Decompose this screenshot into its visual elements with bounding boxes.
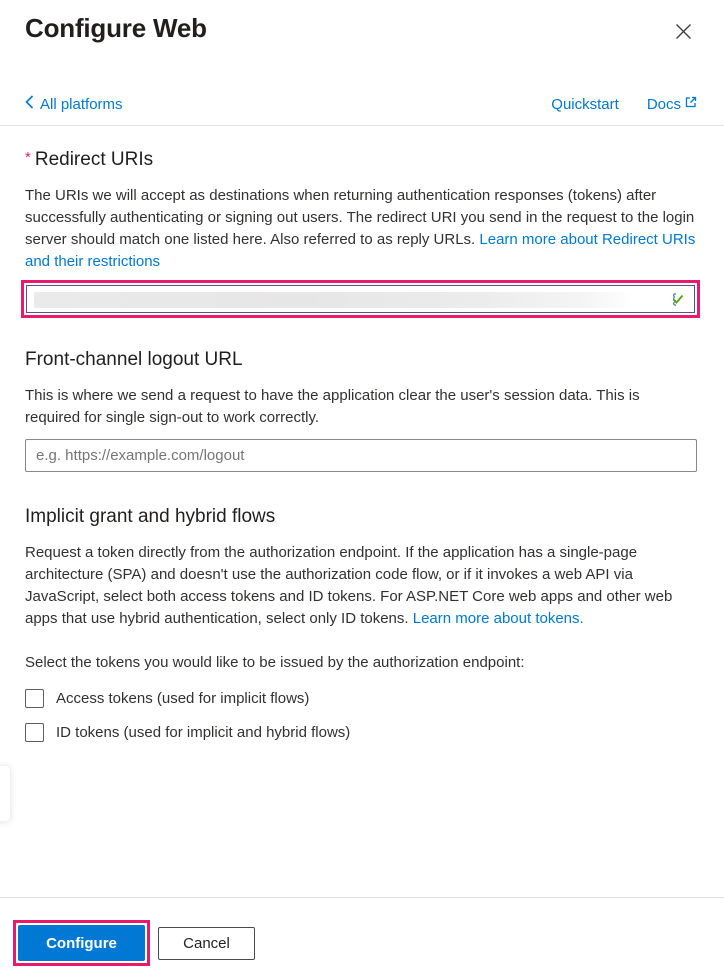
redirect-uris-description: [25, 185, 697, 273]
back-all-platforms-link[interactable]: [25, 95, 123, 113]
footer-bar: [0, 897, 724, 966]
chevron-left-icon: [25, 95, 34, 113]
access-tokens-checkbox-row[interactable]: [25, 689, 698, 708]
id-tokens-checkbox-label: ID tokens (used for implicit and hybrid flows): [56, 724, 351, 741]
external-link-icon: [684, 95, 698, 113]
id-tokens-checkbox-row[interactable]: [25, 723, 698, 742]
front-channel-heading: Front-channel logout URL: [25, 349, 243, 370]
access-tokens-checkbox[interactable]: [25, 689, 44, 708]
configure-button[interactable]: Configure: [18, 925, 145, 961]
docs-link[interactable]: [647, 95, 698, 113]
edge-card-fragment: [0, 765, 11, 822]
cancel-button[interactable]: Cancel: [158, 927, 255, 960]
access-tokens-checkbox-label: Access tokens (used for implicit flows): [56, 690, 310, 707]
select-tokens-prompt: Select the tokens you would like to be issued by the authorization endpoint:: [25, 654, 525, 671]
redirect-uris-learn-more-link[interactable]: Learn more about Redirect URIs and their restrictions: [25, 231, 696, 270]
top-links: [551, 95, 698, 113]
learn-more-tokens-link[interactable]: Learn more about tokens.: [412, 610, 584, 627]
quickstart-link-label: Quickstart: [551, 95, 619, 113]
implicit-grant-description-text: Request a token directly from the authorization endpoint. If the application has a single-page architecture (SPA) and doesn't use the authorization code flow, or if it invokes a web API via JavaScript, select both access tokens and ID tokens. For ASP.NET Core web apps and other web apps that use hybrid authentication, select only ID tokens.: [25, 544, 673, 627]
docs-link-label: Docs: [646, 95, 681, 113]
redirect-uri-annotation-highlight: [21, 280, 700, 318]
nav-row: [0, 95, 724, 113]
front-channel-description: This is where we send a request to have the application clear the user's session data. This is required for single sign-out to work correctly.: [25, 387, 640, 426]
close-icon: [675, 28, 692, 43]
page-title: Configure Web: [25, 13, 207, 43]
redirect-uri-input[interactable]: [26, 285, 695, 313]
header-divider: [0, 125, 724, 126]
implicit-grant-heading: Implicit grant and hybrid flows: [25, 506, 276, 527]
configure-annotation-highlight: [13, 920, 150, 966]
valid-checkmark-icon: [666, 288, 688, 312]
redirect-uris-heading-label: Redirect URIs: [34, 149, 154, 170]
required-asterisk: *: [25, 149, 31, 166]
back-link-label: All platforms: [40, 95, 123, 113]
panel-header: [0, 0, 724, 46]
close-button[interactable]: [669, 17, 698, 46]
implicit-grant-description: [25, 542, 697, 630]
quickstart-link[interactable]: [551, 96, 619, 113]
redirect-uris-heading: [25, 149, 698, 171]
front-channel-logout-url-input[interactable]: [25, 439, 697, 472]
id-tokens-checkbox[interactable]: [25, 723, 44, 742]
redacted-uri-value: [34, 292, 634, 308]
redirect-uris-description-text: The URIs we will accept as destinations when returning authentication responses (tokens) after successfully authenticating or signing out users. The redirect URI you send in the request to the login server should match one listed here. Also referred to as reply URLs.: [25, 187, 695, 248]
